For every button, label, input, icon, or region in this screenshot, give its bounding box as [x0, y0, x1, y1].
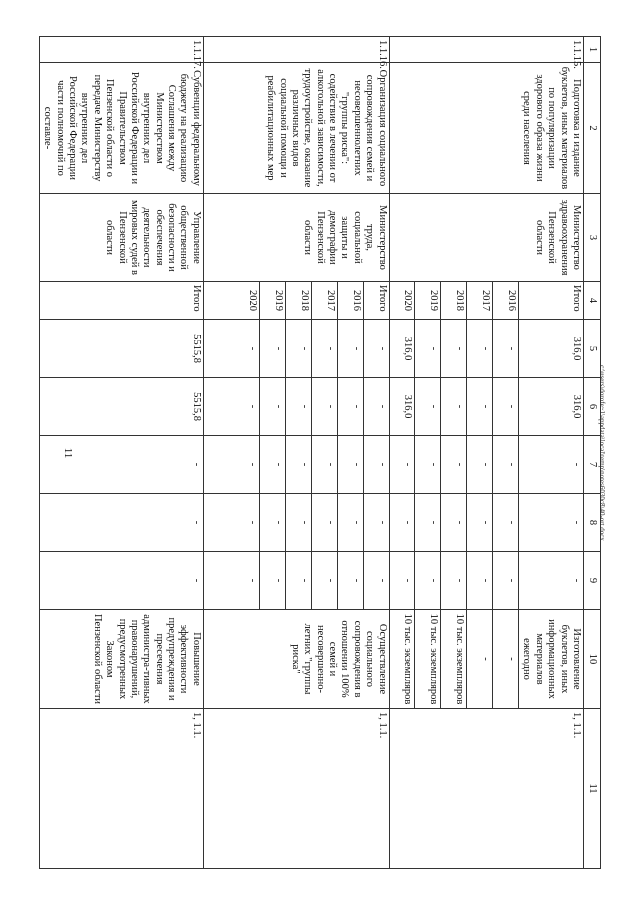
value-cell: -: [467, 436, 493, 494]
col-header-4: 4: [584, 282, 601, 320]
executor-cell: Министерство труда, социальной защиты и демографии Пензенской области: [203, 194, 389, 282]
result-cell: 10 тыс. экземпляров: [389, 610, 415, 709]
value-cell: -: [285, 378, 311, 436]
row-number: 1.1.15.: [389, 37, 583, 63]
program-table: [39, 36, 601, 869]
result-cell: 10 тыс. экземпляров: [441, 610, 467, 709]
value-cell: -: [363, 494, 389, 552]
value-cell: -: [493, 320, 519, 378]
value-cell: -: [311, 494, 337, 552]
value-cell: -: [285, 494, 311, 552]
activity-cell: Субвенции федеральному бюджету на реализацию Соглашения между Министерством внутренних дел Российской Федерации и Правительством Пензенской области о передаче Министерству внутренних дел Российской Федерации части полномочий по составле-: [40, 63, 204, 194]
year-cell: 2020: [389, 282, 415, 320]
activity-cell: Подготовка и издание буклетов, иных материалов по популяризации здорового образа жизни среди населения: [389, 63, 583, 194]
col-header-3: 3: [584, 194, 601, 282]
result-cell: Осуществление социального сопровождения в отношении 100% семей и несовершенно-летних "группы риска": [203, 610, 389, 709]
value-cell: -: [337, 494, 363, 552]
target-ref-cell: 1, 1.1.: [389, 709, 583, 869]
col-header-8: 8: [584, 494, 601, 552]
result-cell: -: [493, 610, 519, 709]
col-header-1: 1: [584, 37, 601, 63]
value-cell: 5515,8: [40, 320, 204, 378]
value-cell: -: [493, 494, 519, 552]
col-header-9: 9: [584, 552, 601, 610]
value-cell: -: [203, 320, 259, 378]
col-header-11: 11: [584, 709, 601, 869]
value-cell: -: [337, 320, 363, 378]
col-header-10: 10: [584, 610, 601, 709]
value-cell: -: [285, 436, 311, 494]
value-cell: -: [311, 436, 337, 494]
total-label: Итого: [40, 282, 204, 320]
year-cell: 2018: [441, 282, 467, 320]
year-cell: 2016: [493, 282, 519, 320]
row-number: 1.1.16.: [203, 37, 389, 63]
year-cell: 2016: [337, 282, 363, 320]
value-cell: -: [259, 552, 285, 610]
year-cell: 2020: [203, 282, 259, 320]
value-cell: -: [363, 552, 389, 610]
value-cell: -: [311, 552, 337, 610]
value-cell: -: [467, 494, 493, 552]
value-cell: -: [441, 378, 467, 436]
value-cell: -: [519, 436, 584, 494]
table-row: [363, 37, 389, 869]
value-cell: -: [363, 320, 389, 378]
value-cell: -: [493, 436, 519, 494]
table-row: [519, 37, 584, 869]
value-cell: -: [337, 378, 363, 436]
value-cell: -: [203, 436, 259, 494]
year-cell: 2017: [467, 282, 493, 320]
target-ref-cell: 1, 1.1.: [40, 709, 204, 869]
value-cell: -: [441, 494, 467, 552]
target-ref-cell: 1, 1.1.: [203, 709, 389, 869]
footer-file-path: c:\users\dorofe~1\appdata\local\temp\notes6030c8\40-ort.docx: [598, 365, 606, 541]
year-cell: 2017: [311, 282, 337, 320]
value-cell: -: [415, 552, 441, 610]
value-cell: -: [311, 378, 337, 436]
rotated-table-wrapper: [39, 36, 601, 868]
result-cell: Повышение эффективности предупреждения и пресечения администра-тивных правонарушений, предусмотренных Законом Пензенской области: [40, 610, 204, 709]
value-cell: -: [415, 494, 441, 552]
value-cell: -: [493, 378, 519, 436]
value-cell: -: [311, 320, 337, 378]
value-cell: -: [519, 552, 584, 610]
value-cell: -: [203, 552, 259, 610]
col-header-6: 6: [584, 378, 601, 436]
result-cell: -: [467, 610, 493, 709]
total-label: Итого: [519, 282, 584, 320]
year-cell: 2018: [285, 282, 311, 320]
value-cell: -: [203, 378, 259, 436]
value-cell: -: [467, 552, 493, 610]
total-label: Итого: [363, 282, 389, 320]
value-cell: 316,0: [519, 378, 584, 436]
value-cell: -: [389, 494, 415, 552]
value-cell: -: [415, 378, 441, 436]
col-header-2: 2: [584, 63, 601, 194]
year-cell: 2019: [415, 282, 441, 320]
result-cell: Изготовление буклетов, иных информационных материалов ежегодно: [519, 610, 584, 709]
value-cell: -: [40, 436, 204, 494]
value-cell: 5515,8: [40, 378, 204, 436]
col-header-5: 5: [584, 320, 601, 378]
col-header-7: 7: [584, 436, 601, 494]
value-cell: -: [40, 494, 204, 552]
executor-cell: Министерство здравоохранения Пензенской области: [389, 194, 583, 282]
value-cell: -: [40, 552, 204, 610]
value-cell: -: [259, 494, 285, 552]
value-cell: -: [441, 320, 467, 378]
value-cell: -: [337, 436, 363, 494]
value-cell: -: [363, 436, 389, 494]
year-cell: 2019: [259, 282, 285, 320]
value-cell: -: [415, 320, 441, 378]
value-cell: -: [337, 552, 363, 610]
value-cell: -: [467, 378, 493, 436]
value-cell: -: [285, 552, 311, 610]
value-cell: -: [441, 552, 467, 610]
value-cell: -: [467, 320, 493, 378]
page-number: 11: [62, 447, 74, 459]
value-cell: 316,0: [519, 320, 584, 378]
value-cell: -: [363, 378, 389, 436]
row-number: 1.1.17.: [40, 37, 204, 63]
table-row: [40, 37, 204, 869]
value-cell: -: [259, 378, 285, 436]
value-cell: -: [259, 436, 285, 494]
value-cell: -: [285, 320, 311, 378]
value-cell: -: [519, 494, 584, 552]
value-cell: -: [259, 320, 285, 378]
value-cell: -: [415, 436, 441, 494]
value-cell: 316,0: [389, 378, 415, 436]
value-cell: -: [493, 552, 519, 610]
result-cell: 10 тыс. экземпляров: [415, 610, 441, 709]
value-cell: -: [389, 436, 415, 494]
value-cell: -: [389, 552, 415, 610]
value-cell: 316,0: [389, 320, 415, 378]
value-cell: -: [441, 436, 467, 494]
executor-cell: Управление общественной безопасности и обеспечения деятельности мировых судей в Пензенской области: [40, 194, 204, 282]
value-cell: -: [203, 494, 259, 552]
activity-cell: Организация социального сопровождения семей и несовершеннолетних "группы риска": содействие в лечении от алкогольной зависимости, трудоустройстве, оказание различных видов социальной помощи и реабилитационных мер: [203, 63, 389, 194]
